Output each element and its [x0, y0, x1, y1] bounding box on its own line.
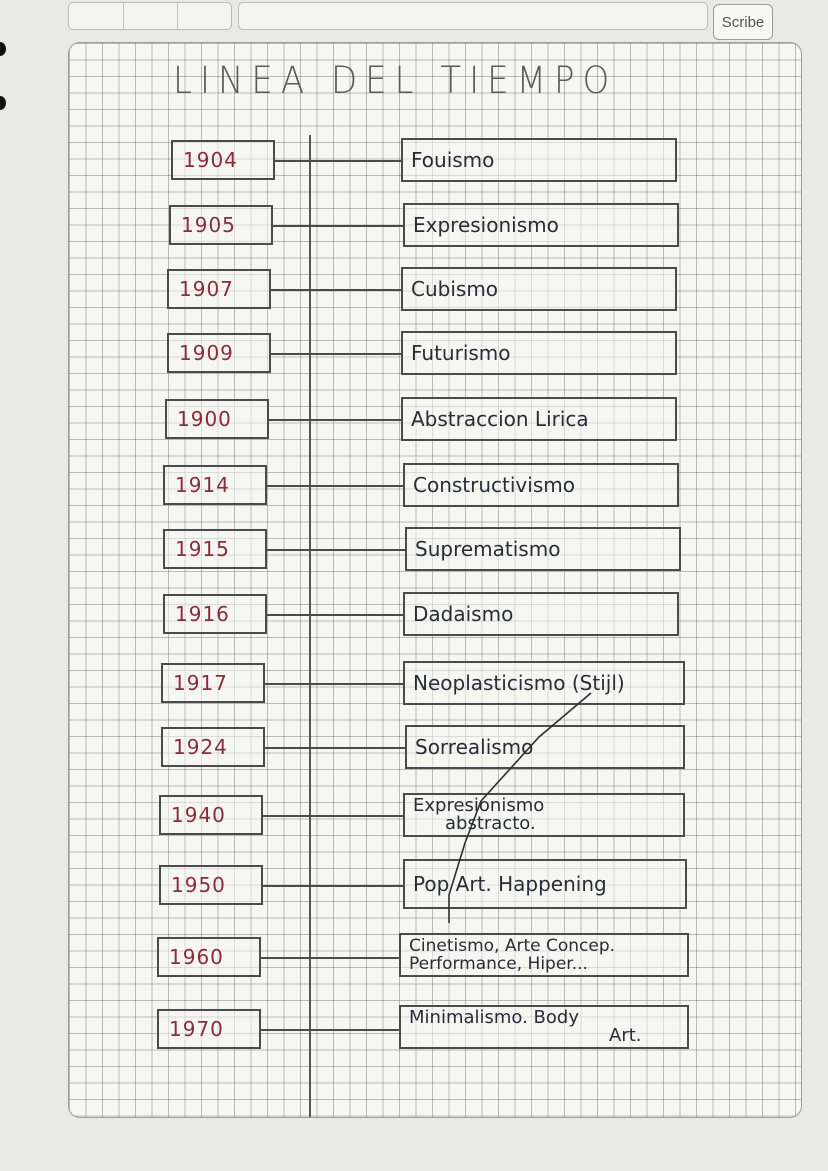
- movement-box: Abstraccion Lirica: [401, 397, 677, 441]
- pen-stroke-mark: [69, 43, 801, 1117]
- movement-box: Futurismo: [401, 331, 677, 375]
- toolbar-field[interactable]: [238, 2, 708, 30]
- year-box: 1915: [163, 529, 267, 569]
- top-toolbar: [0, 0, 828, 40]
- scribe-button[interactable]: Scribe: [713, 4, 773, 40]
- year-box: 1917: [161, 663, 265, 703]
- movement-box: Expresionismo: [403, 203, 679, 247]
- movement-box: Suprematismo: [405, 527, 681, 571]
- toolbar-divider: [123, 3, 124, 29]
- movement-line-1: Expresionismo: [413, 795, 545, 816]
- movement-box: Fouismo: [401, 138, 677, 182]
- year-box: 1950: [159, 865, 263, 905]
- year-box: 1940: [159, 795, 263, 835]
- movement-box: Neoplasticismo (Stijl): [403, 661, 685, 705]
- year-box: 1907: [167, 269, 271, 309]
- year-box: 1914: [163, 465, 267, 505]
- year-box: 1960: [157, 937, 261, 977]
- year-box: 1905: [169, 205, 273, 245]
- toolbar-divider: [177, 3, 178, 29]
- movement-box: Sorrealismo: [405, 725, 685, 769]
- year-box: 1924: [161, 727, 265, 767]
- notebook-page: [68, 42, 802, 1118]
- movement-box: Constructivismo: [403, 463, 679, 507]
- movement-line-1: Minimalismo. Body: [409, 1007, 579, 1028]
- movement-line-1: Cinetismo, Arte Concep.: [409, 936, 616, 956]
- movement-line-2: Performance, Hiper...: [409, 954, 588, 974]
- movement-line-2: abstracto.: [445, 813, 536, 834]
- year-box: 1970: [157, 1009, 261, 1049]
- year-box: 1900: [165, 399, 269, 439]
- movement-box: Cubismo: [401, 267, 677, 311]
- movement-line-2: Art.: [609, 1025, 642, 1046]
- year-box: 1916: [163, 594, 267, 634]
- year-box: 1909: [167, 333, 271, 373]
- page-title: LINEA DEL TIEMPO: [173, 59, 618, 103]
- binder-ring: [0, 42, 6, 56]
- movement-box: Pop Art. Happening: [403, 859, 687, 909]
- year-box: 1904: [171, 140, 275, 180]
- movement-box: Dadaismo: [403, 592, 679, 636]
- binder-ring: [0, 96, 6, 110]
- toolbar-tab-group[interactable]: [68, 2, 232, 30]
